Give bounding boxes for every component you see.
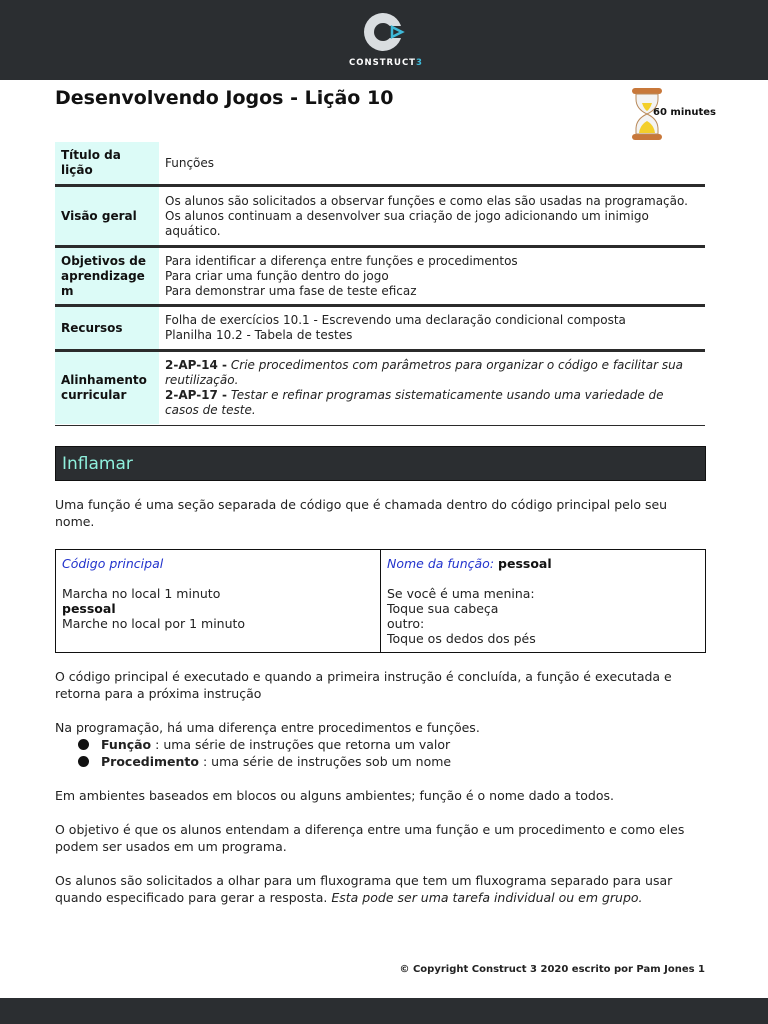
function-line: Toque sua cabeça [387,601,499,616]
alignment-item: 2-AP-14 - Crie procedimentos com parâmetros para organizar o código e facilitar sua reutilização. [165,358,684,387]
lesson-row-alignment [55,352,705,424]
construct3-logo [349,8,421,72]
bullet-dot-icon [78,756,89,767]
overview-head: Visão geral [55,187,159,245]
lesson-row-objectives [55,248,705,304]
function-line: Se você é uma menina: [387,586,535,601]
table-divider [55,425,705,426]
difference-paragraph: Na programação, há uma diferença entre procedimentos e funções. [55,720,480,735]
function-head: Nome da função: pessoal [387,556,552,571]
resources-head: Recursos [55,307,159,349]
function-column [380,550,705,652]
resource-item: Folha de exercícios 10.1 - Escrevendo uma declaração condicional composta [165,313,626,327]
overview-value: Os alunos são solicitados a observar funções e como elas são usadas na programação. Os alunos continuam a desenvolver sua criação de jogo adicionando um inimigo aquático. [165,193,688,238]
bullet-dot-icon [78,739,89,750]
alignment-head: Alinhamento curricular [55,352,159,424]
top-bar [0,0,768,80]
section-header [55,446,706,481]
bottom-bar [0,998,768,1024]
section-title: Inflamar [62,454,133,474]
objective-item: Para identificar a diferença entre funções e procedimentos [165,253,518,268]
main-code-line: Marche no local por 1 minuto [62,616,246,631]
intro-paragraph: Uma função é uma seção separada de código que é chamada dentro do código principal pelo seu nome. [55,497,668,529]
resources-list [159,307,705,349]
construct3-logo-icon [362,10,406,54]
alignment-item: 2-AP-17 - Testar e refinar programas sistematicamente usando uma variedade de casos de teste. [165,388,664,417]
code-comparison-table [55,549,706,653]
main-code-head: Código principal [62,556,164,571]
lesson-title-value: Funções [165,155,215,170]
execution-paragraph: O código principal é executado e quando a primeira instrução é concluída, a função é executada e retorna para a próxima instrução [55,669,672,701]
document-title: Desenvolvendo Jogos - Lição 10 [55,87,394,109]
timer-label: 60 minutes [653,107,716,118]
definition-list [78,736,698,770]
objectives-head: Objetivos de aprendizage m [55,248,159,304]
main-code-line: Marcha no local 1 minuto [62,586,221,601]
list-item: Função : uma série de instruções que retorna um valor [78,736,698,753]
list-item: Procedimento : uma série de instruções sob um nome [78,753,698,770]
objective-item: Para criar uma função dentro do jogo [165,268,389,283]
resource-item: Planilha 10.2 - Tabela de testes [165,328,353,342]
objectives-list [159,248,705,304]
blocks-paragraph: Em ambientes baseados em blocos ou alguns ambientes; função é o nome dado a todos. [55,788,614,803]
main-code-line: pessoal [62,601,116,616]
lesson-row-title [55,142,705,184]
lesson-title-head: Título da lição [55,142,159,184]
alignment-list [159,352,705,424]
brand-text: CONSTRUCT3 [349,58,423,68]
main-code-column [56,550,380,652]
copyright-text: © Copyright Construct 3 2020 escrito por Pam Jones 1 [399,964,705,975]
lesson-row-resources [55,307,705,349]
flowchart-paragraph: Os alunos são solicitados a olhar para um fluxograma que tem um fluxograma separado para usar quando especificado para gerar a resposta. Esta pode ser uma tarefa individual ou em grupo. [55,873,673,905]
timer-badge [628,87,716,141]
lesson-row-overview [55,187,705,245]
function-line: outro: [387,616,425,631]
objective-item: Para demonstrar uma fase de teste eficaz [165,283,417,298]
function-line: Toque os dedos dos pés [387,631,536,646]
goal-paragraph: O objetivo é que os alunos entendam a diferença entre uma função e um procedimento e como eles podem ser usados em um programa. [55,822,685,854]
